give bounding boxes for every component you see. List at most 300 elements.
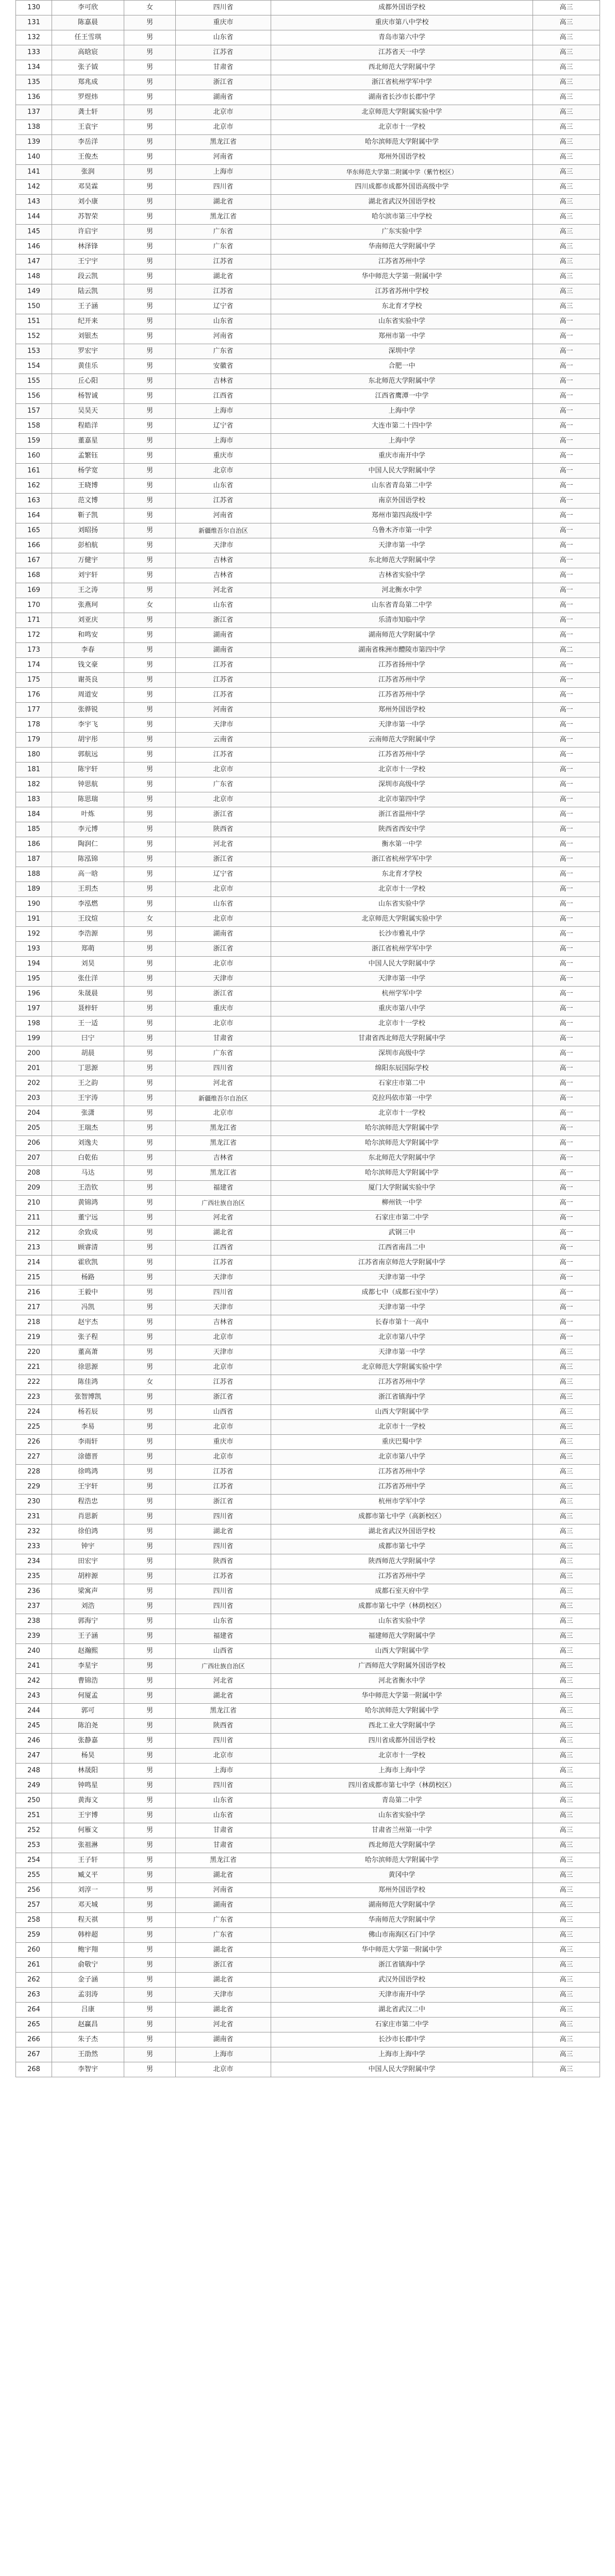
row-number-cell: 137 bbox=[16, 105, 52, 120]
gender-cell: 男 bbox=[124, 1241, 176, 1256]
grade-cell: 高一 bbox=[533, 1076, 600, 1091]
gender-cell: 男 bbox=[124, 210, 176, 225]
school-name-cell: 华中师范大学第一附属中学 bbox=[271, 269, 533, 284]
student-name-cell: 杨若辰 bbox=[52, 1405, 124, 1420]
gender-cell: 男 bbox=[124, 882, 176, 897]
row-number-cell: 176 bbox=[16, 688, 52, 703]
table-row bbox=[16, 1584, 600, 1599]
school-name-cell: 北京师范大学附属实验中学 bbox=[271, 1360, 533, 1375]
school-name-cell: 上海市上海中学 bbox=[271, 2047, 533, 2062]
table-row bbox=[16, 613, 600, 628]
row-number-cell: 152 bbox=[16, 329, 52, 344]
row-number-cell: 214 bbox=[16, 1256, 52, 1270]
school-name-cell: 武汉外国语学校 bbox=[271, 1973, 533, 1988]
gender-cell: 男 bbox=[124, 135, 176, 150]
grade-cell: 高一 bbox=[533, 389, 600, 404]
gender-cell: 男 bbox=[124, 1196, 176, 1211]
student-name-cell: 郭航远 bbox=[52, 748, 124, 762]
table-row bbox=[16, 344, 600, 359]
grade-cell: 高一 bbox=[533, 942, 600, 957]
student-name-cell: 赵瀚熙 bbox=[52, 1644, 124, 1659]
school-name-cell: 哈尔滨市第三中学校 bbox=[271, 210, 533, 225]
gender-cell: 男 bbox=[124, 583, 176, 598]
school-name-cell: 西北师范大学附属中学 bbox=[271, 60, 533, 75]
school-name-cell: 云南师范大学附属中学 bbox=[271, 733, 533, 748]
grade-cell: 高一 bbox=[533, 1091, 600, 1106]
school-name-cell: 北京市第八中学 bbox=[271, 1450, 533, 1465]
school-name-cell: 华中师范大学第一附属中学 bbox=[271, 1689, 533, 1704]
row-number-cell: 159 bbox=[16, 434, 52, 449]
school-name-cell: 浙江省杭州学军中学 bbox=[271, 75, 533, 90]
school-name-cell: 北京市十一学校 bbox=[271, 1749, 533, 1764]
table-row bbox=[16, 2062, 600, 2077]
gender-cell: 男 bbox=[124, 897, 176, 912]
province-cell: 福建省 bbox=[176, 1629, 271, 1644]
gender-cell: 男 bbox=[124, 1838, 176, 1853]
grade-cell: 高一 bbox=[533, 1241, 600, 1256]
row-number-cell: 141 bbox=[16, 165, 52, 180]
province-cell: 吉林省 bbox=[176, 374, 271, 389]
student-name-cell: 徐鸣鸿 bbox=[52, 1465, 124, 1480]
student-name-cell: 陆云凯 bbox=[52, 284, 124, 299]
grade-cell: 高一 bbox=[533, 762, 600, 777]
province-cell: 上海市 bbox=[176, 404, 271, 419]
grade-cell: 高三 bbox=[533, 1, 600, 15]
gender-cell: 男 bbox=[124, 1823, 176, 1838]
table-row bbox=[16, 1808, 600, 1823]
school-name-cell: 东北育才学校 bbox=[271, 299, 533, 314]
table-row bbox=[16, 1928, 600, 1943]
gender-cell: 男 bbox=[124, 792, 176, 807]
gender-cell: 男 bbox=[124, 180, 176, 195]
school-name-cell: 乐清市知临中学 bbox=[271, 613, 533, 628]
school-name-cell: 武钢三中 bbox=[271, 1226, 533, 1241]
student-name-cell: 钟宇 bbox=[52, 1539, 124, 1554]
table-row bbox=[16, 1181, 600, 1196]
province-cell: 吉林省 bbox=[176, 1151, 271, 1166]
table-row bbox=[16, 195, 600, 210]
table-row bbox=[16, 897, 600, 912]
school-name-cell: 江苏省扬州中学 bbox=[271, 658, 533, 673]
table-row bbox=[16, 1211, 600, 1226]
row-number-cell: 133 bbox=[16, 45, 52, 60]
school-name-cell: 四川省成都市第七中学（林荫校区） bbox=[271, 1778, 533, 1793]
table-row bbox=[16, 2047, 600, 2062]
row-number-cell: 224 bbox=[16, 1405, 52, 1420]
grade-cell: 高一 bbox=[533, 957, 600, 972]
gender-cell: 男 bbox=[124, 1480, 176, 1495]
row-number-cell: 255 bbox=[16, 1868, 52, 1883]
school-name-cell: 北京市十一学校 bbox=[271, 762, 533, 777]
student-name-cell: 李宇飞 bbox=[52, 718, 124, 733]
gender-cell: 男 bbox=[124, 1151, 176, 1166]
province-cell: 天津市 bbox=[176, 538, 271, 553]
gender-cell: 男 bbox=[124, 568, 176, 583]
school-name-cell: 江西省南昌二中 bbox=[271, 1241, 533, 1256]
province-cell: 重庆市 bbox=[176, 1002, 271, 1016]
student-name-cell: 叶炼 bbox=[52, 807, 124, 822]
table-row bbox=[16, 553, 600, 568]
student-name-cell: 靳子凯 bbox=[52, 509, 124, 523]
table-row bbox=[16, 150, 600, 165]
province-cell: 北京市 bbox=[176, 912, 271, 927]
school-name-cell: 湖南省长沙市长郡中学 bbox=[271, 90, 533, 105]
province-cell: 四川省 bbox=[176, 1778, 271, 1793]
student-name-cell: 陈佳鸿 bbox=[52, 1375, 124, 1390]
gender-cell: 男 bbox=[124, 1749, 176, 1764]
province-cell: 山西省 bbox=[176, 1644, 271, 1659]
gender-cell: 男 bbox=[124, 748, 176, 762]
school-name-cell: 浙江省杭州学军中学 bbox=[271, 852, 533, 867]
gender-cell: 男 bbox=[124, 1734, 176, 1749]
school-name-cell: 江西省鹰潭一中学 bbox=[271, 389, 533, 404]
school-name-cell: 四川成都市成都外国语高级中学 bbox=[271, 180, 533, 195]
student-name-cell: 朱子杰 bbox=[52, 2032, 124, 2047]
gender-cell: 男 bbox=[124, 1270, 176, 1285]
row-number-cell: 231 bbox=[16, 1510, 52, 1524]
student-name-cell: 韩梓超 bbox=[52, 1928, 124, 1943]
table-row bbox=[16, 912, 600, 927]
school-name-cell: 天津市第一中学 bbox=[271, 972, 533, 987]
row-number-cell: 195 bbox=[16, 972, 52, 987]
grade-cell: 高一 bbox=[533, 449, 600, 464]
gender-cell: 男 bbox=[124, 90, 176, 105]
row-number-cell: 236 bbox=[16, 1584, 52, 1599]
student-name-cell: 郑萌 bbox=[52, 942, 124, 957]
row-number-cell: 209 bbox=[16, 1181, 52, 1196]
student-name-cell: 罗宏宇 bbox=[52, 344, 124, 359]
student-name-cell: 张润 bbox=[52, 165, 124, 180]
table-row bbox=[16, 1689, 600, 1704]
grade-cell: 高一 bbox=[533, 568, 600, 583]
student-name-cell: 曰宁 bbox=[52, 1031, 124, 1046]
gender-cell: 男 bbox=[124, 1226, 176, 1241]
grade-cell: 高三 bbox=[533, 1883, 600, 1898]
student-name-cell: 聂梓轩 bbox=[52, 1002, 124, 1016]
row-number-cell: 139 bbox=[16, 135, 52, 150]
grade-cell: 高三 bbox=[533, 1360, 600, 1375]
row-number-cell: 252 bbox=[16, 1823, 52, 1838]
school-name-cell: 甘肃省兰州第一中学 bbox=[271, 1823, 533, 1838]
province-cell: 江苏省 bbox=[176, 1375, 271, 1390]
gender-cell: 男 bbox=[124, 1928, 176, 1943]
table-row bbox=[16, 1629, 600, 1644]
grade-cell: 高三 bbox=[533, 1554, 600, 1569]
grade-cell: 高三 bbox=[533, 1943, 600, 1958]
school-name-cell: 长沙市雅礼中学 bbox=[271, 927, 533, 942]
grade-cell: 高一 bbox=[533, 419, 600, 434]
school-name-cell: 佛山市南海区石门中学 bbox=[271, 1928, 533, 1943]
student-name-cell: 钟思航 bbox=[52, 777, 124, 792]
gender-cell: 男 bbox=[124, 688, 176, 703]
student-name-cell: 郭海宁 bbox=[52, 1614, 124, 1629]
row-number-cell: 169 bbox=[16, 583, 52, 598]
province-cell: 广西壮族自治区 bbox=[176, 1659, 271, 1674]
gender-cell: 男 bbox=[124, 1599, 176, 1614]
row-number-cell: 173 bbox=[16, 643, 52, 658]
grade-cell: 高一 bbox=[533, 494, 600, 509]
row-number-cell: 196 bbox=[16, 987, 52, 1002]
row-number-cell: 180 bbox=[16, 748, 52, 762]
table-row bbox=[16, 1091, 600, 1106]
student-name-cell: 钟鸣星 bbox=[52, 1778, 124, 1793]
province-cell: 广东省 bbox=[176, 240, 271, 255]
province-cell: 广东省 bbox=[176, 777, 271, 792]
table-row bbox=[16, 60, 600, 75]
table-row bbox=[16, 1988, 600, 2003]
student-name-cell: 刘淳一 bbox=[52, 1883, 124, 1898]
table-row bbox=[16, 1151, 600, 1166]
table-row bbox=[16, 255, 600, 269]
row-number-cell: 149 bbox=[16, 284, 52, 299]
gender-cell: 男 bbox=[124, 1719, 176, 1734]
table-row bbox=[16, 1524, 600, 1539]
gender-cell: 男 bbox=[124, 479, 176, 494]
student-name-cell: 周道安 bbox=[52, 688, 124, 703]
province-cell: 浙江省 bbox=[176, 942, 271, 957]
gender-cell: 男 bbox=[124, 494, 176, 509]
province-cell: 北京市 bbox=[176, 1749, 271, 1764]
province-cell: 北京市 bbox=[176, 1420, 271, 1435]
grade-cell: 高一 bbox=[533, 1211, 600, 1226]
student-name-cell: 徐伯鸿 bbox=[52, 1524, 124, 1539]
table-row bbox=[16, 1, 600, 15]
table-row bbox=[16, 1838, 600, 1853]
student-name-cell: 刘昭扬 bbox=[52, 523, 124, 538]
gender-cell: 男 bbox=[124, 777, 176, 792]
gender-cell: 男 bbox=[124, 314, 176, 329]
row-number-cell: 150 bbox=[16, 299, 52, 314]
school-name-cell: 四川省成都外国语学校 bbox=[271, 1734, 533, 1749]
gender-cell: 男 bbox=[124, 195, 176, 210]
gender-cell: 男 bbox=[124, 30, 176, 45]
school-name-cell: 北京市十一学校 bbox=[271, 1106, 533, 1121]
grade-cell: 高一 bbox=[533, 434, 600, 449]
student-name-cell: 王浩钦 bbox=[52, 1181, 124, 1196]
student-name-cell: 王毅中 bbox=[52, 1285, 124, 1300]
grade-cell: 高一 bbox=[533, 912, 600, 927]
province-cell: 山东省 bbox=[176, 1793, 271, 1808]
school-name-cell: 湖北省武汉二中 bbox=[271, 2003, 533, 2018]
row-number-cell: 202 bbox=[16, 1076, 52, 1091]
row-number-cell: 244 bbox=[16, 1704, 52, 1719]
school-name-cell: 克拉玛依市第一中学 bbox=[271, 1091, 533, 1106]
row-number-cell: 217 bbox=[16, 1300, 52, 1315]
student-name-cell: 王玟煊 bbox=[52, 912, 124, 927]
province-cell: 吉林省 bbox=[176, 1315, 271, 1330]
grade-cell: 高一 bbox=[533, 837, 600, 852]
school-name-cell: 重庆市第八中学校 bbox=[271, 15, 533, 30]
row-number-cell: 199 bbox=[16, 1031, 52, 1046]
gender-cell: 男 bbox=[124, 1420, 176, 1435]
student-name-cell: 胡晨 bbox=[52, 1046, 124, 1061]
student-name-cell: 李星宇 bbox=[52, 1659, 124, 1674]
grade-cell: 高三 bbox=[533, 1898, 600, 1913]
province-cell: 福建省 bbox=[176, 1181, 271, 1196]
gender-cell: 男 bbox=[124, 1345, 176, 1360]
grade-cell: 高三 bbox=[533, 1495, 600, 1510]
school-name-cell: 上海中学 bbox=[271, 404, 533, 419]
row-number-cell: 178 bbox=[16, 718, 52, 733]
school-name-cell: 成都石室天府中学 bbox=[271, 1584, 533, 1599]
grade-cell: 高一 bbox=[533, 1106, 600, 1121]
province-cell: 四川省 bbox=[176, 1510, 271, 1524]
school-name-cell: 江苏省苏州中学 bbox=[271, 673, 533, 688]
row-number-cell: 161 bbox=[16, 464, 52, 479]
school-name-cell: 郑州外国语学校 bbox=[271, 150, 533, 165]
grade-cell: 高三 bbox=[533, 225, 600, 240]
table-row bbox=[16, 1510, 600, 1524]
school-name-cell: 河北衡水中学 bbox=[271, 583, 533, 598]
grade-cell: 高一 bbox=[533, 1046, 600, 1061]
table-row bbox=[16, 419, 600, 434]
table-row bbox=[16, 1958, 600, 1973]
gender-cell: 男 bbox=[124, 1136, 176, 1151]
grade-cell: 高一 bbox=[533, 1300, 600, 1315]
student-name-cell: 董高萧 bbox=[52, 1345, 124, 1360]
grade-cell: 高三 bbox=[533, 1928, 600, 1943]
grade-cell: 高三 bbox=[533, 1749, 600, 1764]
student-name-cell: 臧义平 bbox=[52, 1868, 124, 1883]
student-name-cell: 张仕洋 bbox=[52, 972, 124, 987]
row-number-cell: 227 bbox=[16, 1450, 52, 1465]
school-name-cell: 东北育才学校 bbox=[271, 867, 533, 882]
gender-cell: 男 bbox=[124, 389, 176, 404]
student-name-cell: 程皓洋 bbox=[52, 419, 124, 434]
table-row bbox=[16, 105, 600, 120]
grade-cell: 高一 bbox=[533, 792, 600, 807]
row-number-cell: 130 bbox=[16, 1, 52, 15]
student-name-cell: 田宏宇 bbox=[52, 1554, 124, 1569]
student-name-cell: 王子涵 bbox=[52, 299, 124, 314]
row-number-cell: 154 bbox=[16, 359, 52, 374]
gender-cell: 男 bbox=[124, 359, 176, 374]
row-number-cell: 166 bbox=[16, 538, 52, 553]
row-number-cell: 131 bbox=[16, 15, 52, 30]
student-name-cell: 王子轩 bbox=[52, 1853, 124, 1868]
grade-cell: 高三 bbox=[533, 1599, 600, 1614]
student-name-cell: 陈宇轩 bbox=[52, 762, 124, 777]
grade-cell: 高三 bbox=[533, 1838, 600, 1853]
table-row bbox=[16, 1898, 600, 1913]
table-row bbox=[16, 1315, 600, 1330]
table-row bbox=[16, 1853, 600, 1868]
province-cell: 广东省 bbox=[176, 1046, 271, 1061]
school-name-cell: 柳州铁一中学 bbox=[271, 1196, 533, 1211]
student-name-cell: 范文博 bbox=[52, 494, 124, 509]
student-name-cell: 张骅锐 bbox=[52, 703, 124, 718]
student-name-cell: 郑兆成 bbox=[52, 75, 124, 90]
row-number-cell: 201 bbox=[16, 1061, 52, 1076]
table-row bbox=[16, 45, 600, 60]
gender-cell: 男 bbox=[124, 852, 176, 867]
province-cell: 湖南省 bbox=[176, 628, 271, 643]
row-number-cell: 222 bbox=[16, 1375, 52, 1390]
school-name-cell: 杭州学军中学 bbox=[271, 987, 533, 1002]
grade-cell: 高一 bbox=[533, 748, 600, 762]
school-name-cell: 江苏省苏州中学 bbox=[271, 688, 533, 703]
gender-cell: 男 bbox=[124, 733, 176, 748]
gender-cell: 男 bbox=[124, 1659, 176, 1674]
school-name-cell: 山西大学附属中学 bbox=[271, 1405, 533, 1420]
table-row bbox=[16, 523, 600, 538]
student-name-cell: 李智宇 bbox=[52, 2062, 124, 2077]
row-number-cell: 143 bbox=[16, 195, 52, 210]
province-cell: 云南省 bbox=[176, 733, 271, 748]
table-row bbox=[16, 1002, 600, 1016]
grade-cell: 高一 bbox=[533, 598, 600, 613]
row-number-cell: 268 bbox=[16, 2062, 52, 2077]
row-number-cell: 146 bbox=[16, 240, 52, 255]
table-row bbox=[16, 658, 600, 673]
gender-cell: 男 bbox=[124, 1868, 176, 1883]
grade-cell: 高三 bbox=[533, 195, 600, 210]
row-number-cell: 163 bbox=[16, 494, 52, 509]
province-cell: 山东省 bbox=[176, 1808, 271, 1823]
province-cell: 浙江省 bbox=[176, 1495, 271, 1510]
grade-cell: 高三 bbox=[533, 210, 600, 225]
row-number-cell: 134 bbox=[16, 60, 52, 75]
province-cell: 湖南省 bbox=[176, 1898, 271, 1913]
row-number-cell: 182 bbox=[16, 777, 52, 792]
grade-cell: 高一 bbox=[533, 523, 600, 538]
province-cell: 浙江省 bbox=[176, 75, 271, 90]
province-cell: 江苏省 bbox=[176, 1256, 271, 1270]
student-name-cell: 陈泊尧 bbox=[52, 1719, 124, 1734]
row-number-cell: 153 bbox=[16, 344, 52, 359]
school-name-cell: 广西师范大学附属外国语学校 bbox=[271, 1659, 533, 1674]
student-name-cell: 李泓燃 bbox=[52, 897, 124, 912]
table-row bbox=[16, 434, 600, 449]
school-name-cell: 浙江省杭州学军中学 bbox=[271, 942, 533, 957]
province-cell: 河北省 bbox=[176, 1076, 271, 1091]
province-cell: 北京市 bbox=[176, 2062, 271, 2077]
table-row bbox=[16, 1674, 600, 1689]
province-cell: 广东省 bbox=[176, 1913, 271, 1928]
grade-cell: 高一 bbox=[533, 583, 600, 598]
gender-cell: 男 bbox=[124, 1181, 176, 1196]
student-name-cell: 杨路 bbox=[52, 1270, 124, 1285]
table-row bbox=[16, 538, 600, 553]
table-row bbox=[16, 703, 600, 718]
student-name-cell: 孟羽涛 bbox=[52, 1988, 124, 2003]
school-name-cell: 郑州市第四高级中学 bbox=[271, 509, 533, 523]
school-name-cell: 乌鲁木齐市第一中学 bbox=[271, 523, 533, 538]
grade-cell: 高三 bbox=[533, 2047, 600, 2062]
grade-cell: 高一 bbox=[533, 852, 600, 867]
grade-cell: 高一 bbox=[533, 882, 600, 897]
grade-cell: 高一 bbox=[533, 1226, 600, 1241]
province-cell: 湖南省 bbox=[176, 927, 271, 942]
school-name-cell: 华东师范大学第二附属中学（紫竹校区） bbox=[271, 165, 533, 180]
row-number-cell: 185 bbox=[16, 822, 52, 837]
row-number-cell: 190 bbox=[16, 897, 52, 912]
student-name-cell: 何厦孟 bbox=[52, 1689, 124, 1704]
table-row bbox=[16, 1270, 600, 1285]
student-name-cell: 肖思新 bbox=[52, 1510, 124, 1524]
student-name-cell: 丁思源 bbox=[52, 1061, 124, 1076]
student-name-cell: 王劭然 bbox=[52, 2047, 124, 2062]
table-row bbox=[16, 673, 600, 688]
table-row bbox=[16, 479, 600, 494]
student-name-cell: 万健宇 bbox=[52, 553, 124, 568]
student-name-cell: 许启宇 bbox=[52, 225, 124, 240]
province-cell: 江苏省 bbox=[176, 673, 271, 688]
row-number-cell: 203 bbox=[16, 1091, 52, 1106]
student-name-cell: 陈嘉晨 bbox=[52, 15, 124, 30]
table-row bbox=[16, 449, 600, 464]
school-name-cell: 北京市第四中学 bbox=[271, 792, 533, 807]
